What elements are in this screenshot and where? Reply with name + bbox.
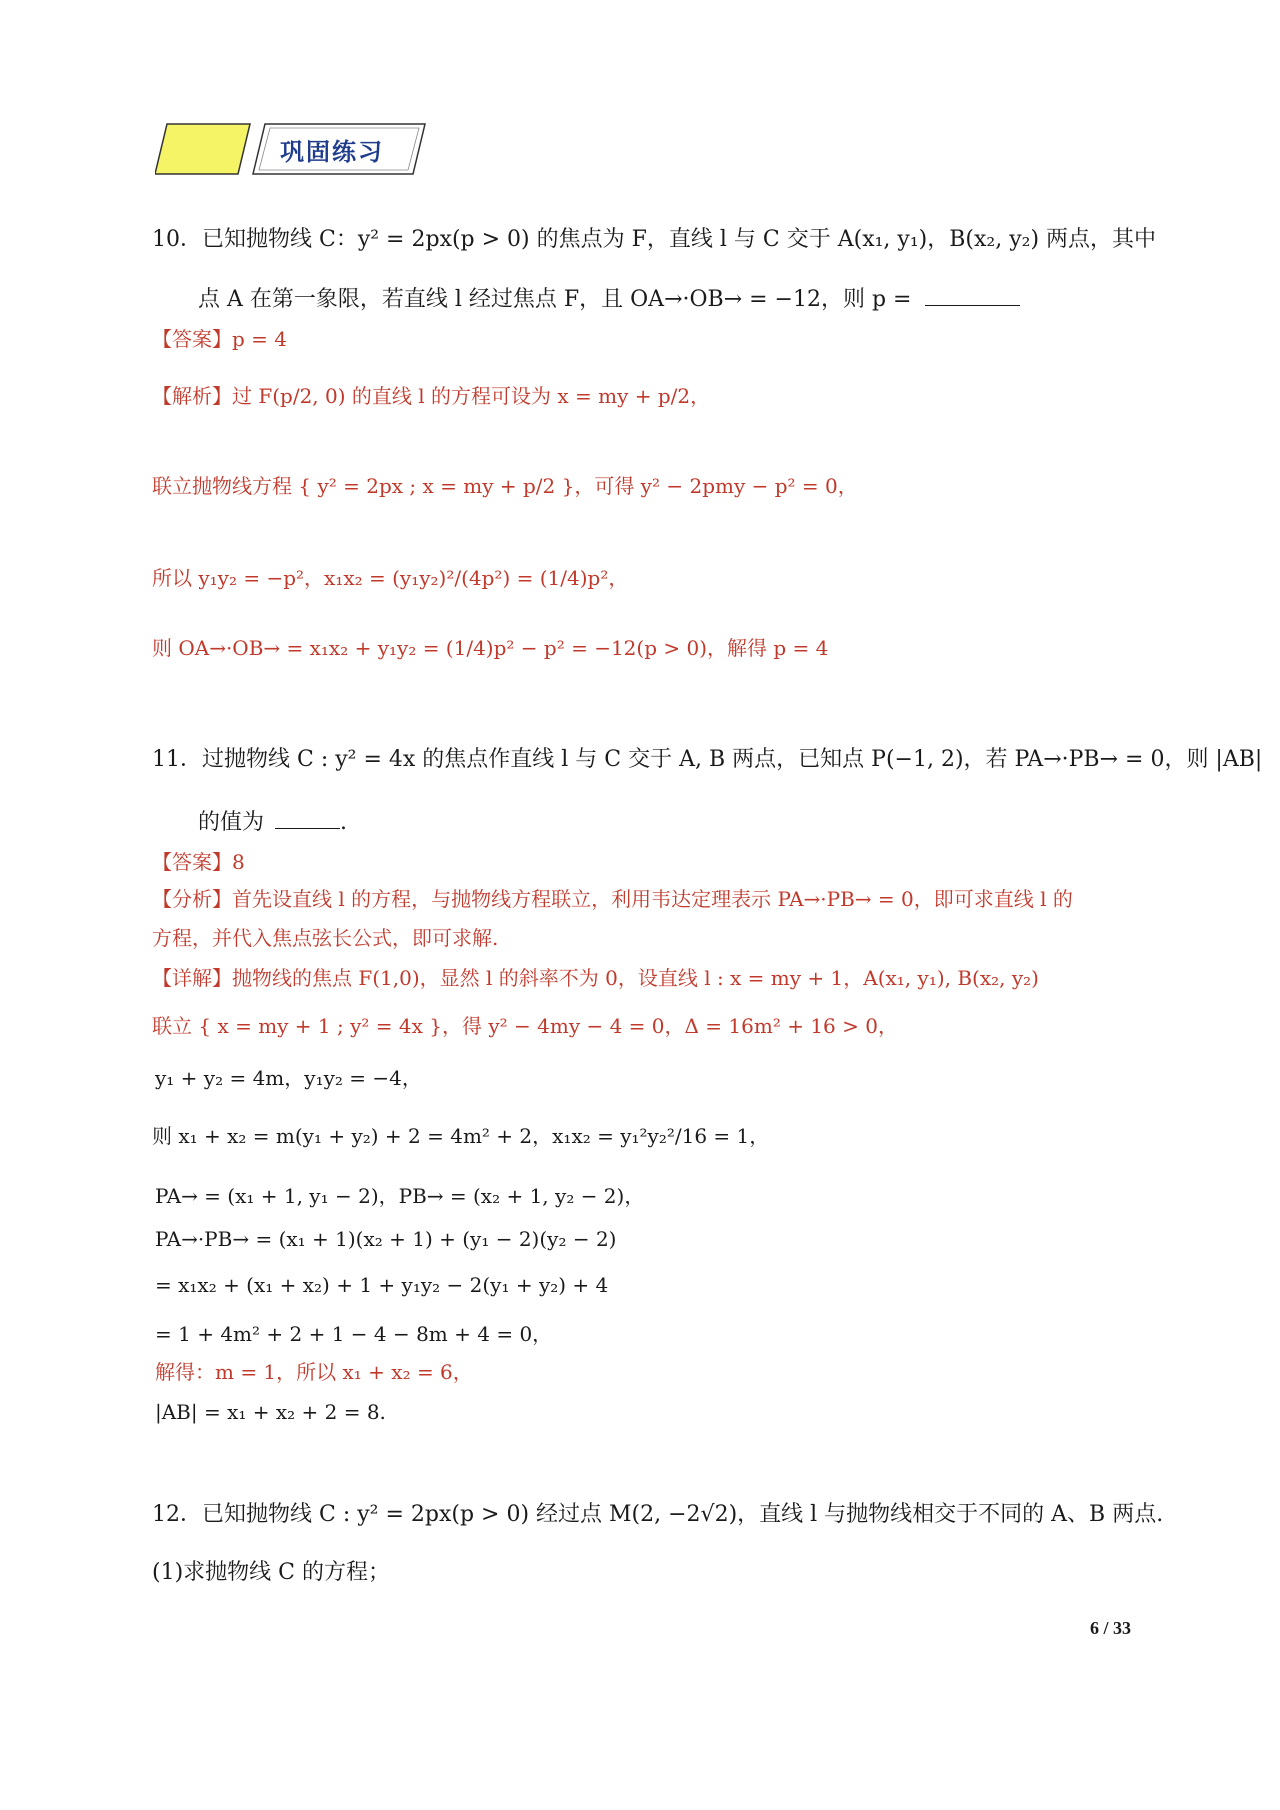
section-header-title: 巩固练习 bbox=[280, 137, 384, 166]
q11-step-2: 则 x₁ + x₂ = m(y₁ + y₂) + 2 = 4m² + 2，x₁x₂ = y₁²y₂²/16 = 1， bbox=[152, 1124, 770, 1148]
q10-analysis-3: 所以 y₁y₂ = −p²，x₁x₂ = (y₁y₂)²/(4p²) = (1/4)p²， bbox=[152, 566, 629, 590]
q11-step-4: PA→·PB→ = (x₁ + 1)(x₂ + 1) + (y₁ − 2)(y₂ − 2) bbox=[155, 1227, 617, 1251]
q12-line2: (1)求抛物线 C 的方程； bbox=[152, 1560, 390, 1585]
q10-answer: 【答案】p = 4 bbox=[152, 327, 287, 351]
q10-line2-text: 点 A 在第一象限，若直线 l 经过焦点 F，且 OA→·OB→ = −12，则 p = bbox=[198, 287, 912, 312]
q11-step-8: |AB| = x₁ + x₂ + 2 = 8. bbox=[155, 1400, 386, 1424]
q11-fenxi-2: 方程，并代入焦点弦长公式，即可求解. bbox=[152, 926, 499, 950]
q11-step-5: = x₁x₂ + (x₁ + x₂) + 1 + y₁y₂ − 2(y₁ + y₂) + 4 bbox=[155, 1273, 609, 1297]
q10-answer-blank[interactable] bbox=[925, 305, 1020, 306]
q11-answer: 【答案】8 bbox=[152, 850, 245, 874]
q10-line1: 10．已知抛物线 C：y² = 2px(p > 0) 的焦点为 F，直线 l 与 C 交于 A(x₁, y₁)，B(x₂, y₂) 两点，其中 bbox=[152, 227, 1157, 252]
q11-step-6: = 1 + 4m² + 2 + 1 − 4 − 8m + 4 = 0， bbox=[155, 1322, 553, 1346]
q10-analysis-2: 联立抛物线方程 { y² = 2px ; x = my + p/2 }，可得 y² − 2pmy − p² = 0， bbox=[152, 474, 858, 498]
q11-line2 bbox=[198, 805, 347, 836]
q11-period: . bbox=[340, 810, 348, 835]
q12-line1: 12．已知抛物线 C : y² = 2px(p > 0) 经过点 M(2, −2√2)，直线 l 与抛物线相交于不同的 A、B 两点. bbox=[152, 1502, 1164, 1527]
q11-step-3: PA→ = (x₁ + 1, y₁ − 2)，PB→ = (x₂ + 1, y₂ − 2)， bbox=[155, 1184, 645, 1208]
q11-step-7: 解得：m = 1，所以 x₁ + x₂ = 6， bbox=[155, 1360, 473, 1384]
q11-answer-blank[interactable] bbox=[275, 828, 340, 829]
q11-xiangjie-2: 联立 { x = my + 1 ; y² = 4x }，得 y² − 4my − 4 = 0，Δ = 16m² + 16 > 0， bbox=[152, 1014, 898, 1038]
section-header bbox=[155, 120, 435, 180]
page-number: 6 / 33 bbox=[1090, 1618, 1132, 1638]
q10-analysis-4: 则 OA→·OB→ = x₁x₂ + y₁y₂ = (1/4)p² − p² = −12(p > 0)，解得 p = 4 bbox=[152, 636, 829, 660]
q11-step-1: y₁ + y₂ = 4m，y₁y₂ = −4， bbox=[155, 1066, 422, 1090]
q10-line2 bbox=[198, 282, 1020, 313]
q11-line1: 11．过抛物线 C : y² = 4x 的焦点作直线 l 与 C 交于 A, B 两点，已知点 P(−1, 2)，若 PA→·PB→ = 0，则 |AB| bbox=[152, 747, 1263, 772]
q10-analysis-1: 【解析】过 F(p/2, 0) 的直线 l 的方程可设为 x = my + p/2， bbox=[152, 384, 711, 408]
q11-xiangjie-1: 【详解】抛物线的焦点 F(1,0)，显然 l 的斜率不为 0，设直线 l : x = my + 1，A(x₁, y₁), B(x₂, y₂) bbox=[152, 966, 1039, 990]
q11-fenxi-1: 【分析】首先设直线 l 的方程，与抛物线方程联立，利用韦达定理表示 PA→·PB→ = 0，即可求直线 l 的 bbox=[152, 887, 1073, 911]
q11-line2-text: 的值为 bbox=[198, 810, 265, 835]
